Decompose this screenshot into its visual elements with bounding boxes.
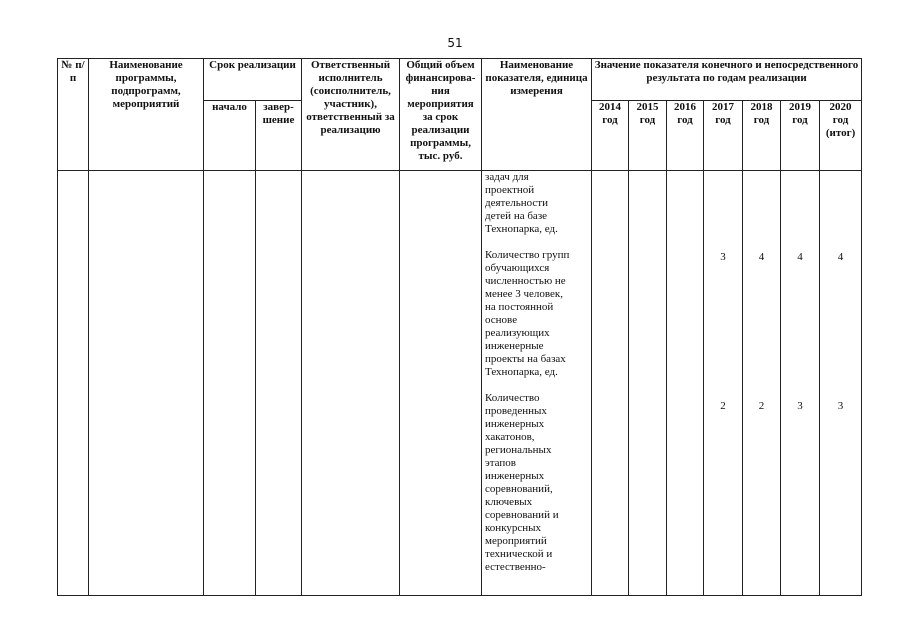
header-responsible: Ответственный исполнитель (соисполнитель, участник), ответственный за реализацию [302, 59, 400, 171]
value-2020-ind3: 3 [837, 400, 844, 412]
cell-start [204, 171, 256, 596]
value-2019-ind3: 3 [797, 400, 803, 412]
value-2018-ind3: 2 [758, 400, 765, 412]
header-year-2016: 2016 год [667, 101, 704, 171]
cell-2015 [629, 171, 667, 596]
value-2017-ind2: 3 [720, 251, 726, 263]
cell-funding [400, 171, 482, 596]
header-year-2019: 2019 год [781, 101, 820, 171]
header-funding: Общий объем финансирова-ния мероприятия за срок реализации программы, тыс. руб. [400, 59, 482, 171]
header-year-2014: 2014 год [592, 101, 629, 171]
header-row-top [58, 59, 862, 101]
header-start: начало [204, 101, 256, 171]
cell-2020 [820, 171, 862, 596]
header-year-2015: 2015 год [629, 101, 667, 171]
cell-2018 [743, 171, 781, 596]
value-2020-ind2: 4 [837, 251, 844, 263]
indicator-3: Количество проведенных инженерных хакатонов, региональных этапов инженерных соревнований, ключевых соревнований и конкурсных мероприятий технической и естественно- [485, 392, 559, 573]
value-2019-ind2: 4 [797, 251, 803, 263]
header-end: завер-шение [256, 101, 302, 171]
value-2017-ind3: 2 [720, 400, 726, 412]
program-table [57, 58, 862, 596]
header-period: Срок реализации [204, 59, 302, 101]
cell-num [58, 171, 89, 596]
header-year-2020: 2020 год (итог) [820, 101, 862, 171]
header-indicator: Наименование показателя, единица измерения [482, 59, 592, 171]
indicator-2: Количество групп обучающихся численностью не менее 3 человек, на постоянной основе реализующих инженерные проекты на базах Технопарка, ед. [485, 249, 570, 378]
header-num: № п/п [58, 59, 89, 171]
header-year-2017: 2017 год [704, 101, 743, 171]
cell-2014 [592, 171, 629, 596]
cell-indicators [482, 171, 592, 596]
header-year-2018: 2018 год [743, 101, 781, 171]
page-number: 51 [447, 36, 463, 50]
cell-end [256, 171, 302, 596]
cell-responsible [302, 171, 400, 596]
cell-2019 [781, 171, 820, 596]
value-2018-ind2: 4 [758, 251, 765, 263]
cell-program-name [89, 171, 204, 596]
indicator-1: задач для проектной деятельности детей на базе Технопарка, ед. [485, 171, 558, 235]
header-program-name: Наименование программы, подпрограмм, мероприятий [89, 59, 204, 171]
cell-2016 [667, 171, 704, 596]
cell-2017 [704, 171, 743, 596]
header-values-group: Значение показателя конечного и непосредственного результата по годам реализации [592, 59, 862, 101]
table-row [58, 171, 862, 596]
